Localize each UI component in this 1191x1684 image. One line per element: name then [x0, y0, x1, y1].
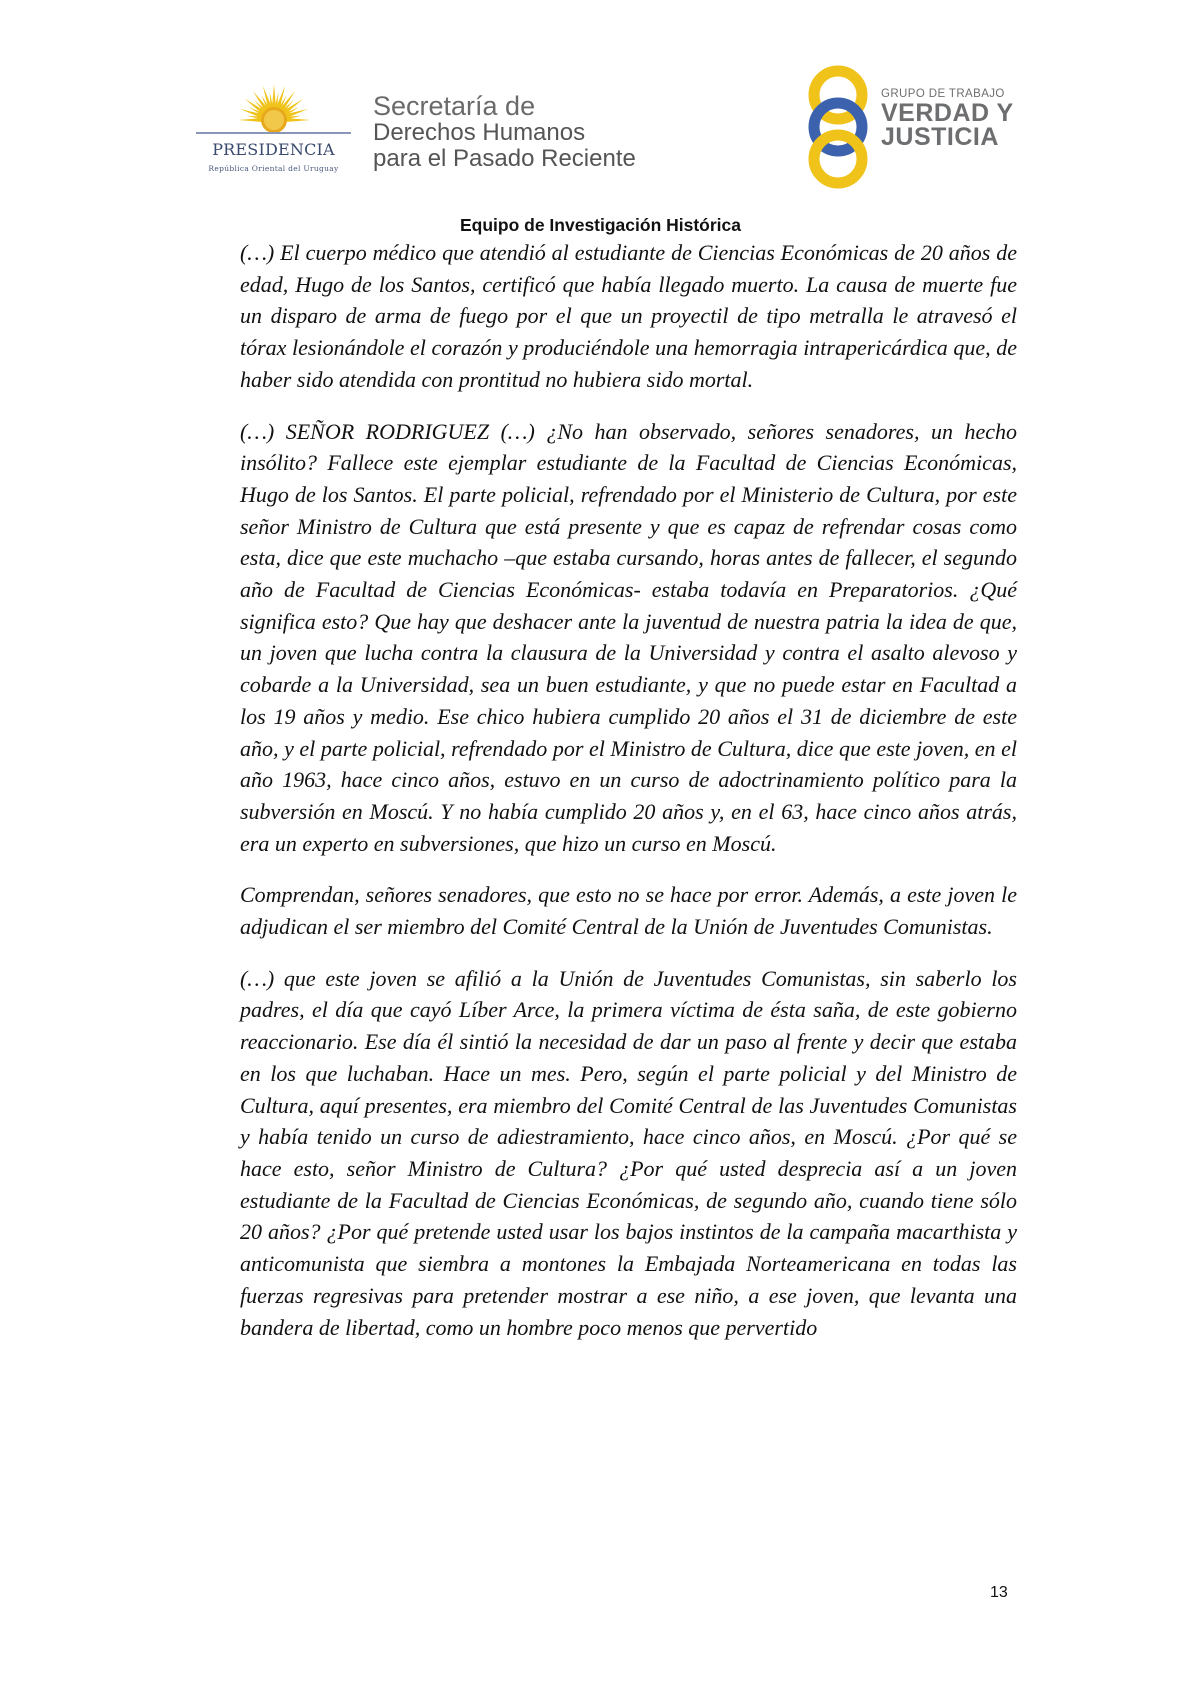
presidencia-logo: [196, 82, 351, 182]
team-title: Equipo de Investigación Histórica: [459, 215, 742, 235]
secretaria-line-2: Derechos Humanos: [373, 119, 586, 146]
linked-rings-icon: [803, 62, 883, 192]
secretaria-title: [373, 93, 636, 172]
grupo-line-3: JUSTICIA: [881, 123, 999, 151]
verdad-justicia-text: [881, 87, 1014, 149]
presidencia-subtitle: República Oriental del Uruguay: [208, 164, 339, 173]
paragraph: (…) que este joven se afilió a la Unión de Juventudes Comunistas, sin saberlo los padres, el día que cayó Líber Arce, la primera víctima de ésta saña, de este gobierno reaccionario. Ese día él sintió la necesidad de dar un paso al frente y decir que estaba en los que luchaban. Hace un mes. Pero, según el parte policial y del Ministro de Cultura, aquí presentes, era miembro del Comité Central de las Juventudes Comunistas y había tenido un curso de adiestramiento, hace cinco años, en Moscú. ¿Por qué se hace esto, señor Ministro de Cultura? ¿Por qué usted desprecia así a un joven estudiante de la Facultad de Ciencias Económicas, de segundo año, cuando tiene sólo 20 años? ¿Por qué pretende usted usar los bajos instintos de la campaña macarthista y anticomunista que siembra a montones la Embajada Norteamericana en todas las fuerzas regresivas para pretender mostrar a ese niño, a ese joven, que levanta una bandera de libertad, como un hombre poco menos que pervertido: [240, 965, 1017, 1340]
secretaria-line-3: para el Pasado Reciente: [373, 145, 636, 172]
grupo-line-1: GRUPO DE TRABAJO: [881, 88, 1005, 100]
paragraph: (…) SEÑOR RODRIGUEZ (…) ¿No han observado, señores senadores, un hecho insólito? Fallece este ejemplar estudiante de la Facultad de Ciencias Económicas, Hugo de los Santos. El parte policial, refrendado por el Ministerio de Cultura, por este señor Ministro de Cultura que está presente y que es capaz de refrendar cosas como esta, dice que este muchacho –que estaba cursando, horas antes de fallecer, el segundo año de Facultad de Ciencias Económicas- estaba todavía en Preparatorios. ¿Qué significa esto? Que hay que deshacer ante la juventud de nuestra patria la idea de que, un joven que lucha contra la clausura de la Universidad y contra el asalto alevoso y cobarde a la Universidad, sea un buen estudiante, y que no puede estar en Facultad a los 19 años y medio. Ese chico hubiera cumplido 20 años el 31 de diciembre de este año, y el parte policial, refrendado por el Ministro de Cultura, dice que este joven, en el año 1963, hace cinco años, estuvo en un curso de adoctrinamiento político para la subversión en Moscú. Y no había cumplido 20 años y, en el 63, hace cinco años atrás, era un experto en subversiones, que hizo un curso en Moscú.: [240, 418, 1017, 856]
document-body: [240, 237, 1017, 1363]
verdad-justicia-logo: [803, 62, 1023, 192]
secretaria-line-1: Secretaría de: [373, 91, 536, 121]
grupo-line-2: VERDAD Y: [881, 99, 1014, 127]
page-header: [0, 0, 1191, 215]
page-number: 13: [990, 1584, 1008, 1601]
sun-icon: [196, 82, 351, 142]
presidencia-name: PRESIDENCIA: [212, 140, 335, 159]
paragraph: Comprendan, señores senadores, que esto no se hace por error. Además, a este joven le adjudican el ser miembro del Comité Central de la Unión de Juventudes Comunistas.: [240, 882, 1017, 940]
paragraph: (…) El cuerpo médico que atendió al estudiante de Ciencias Económicas de 20 años de edad, Hugo de los Santos, certificó que había llegado muerto. La causa de muerte fue un disparo de arma de fuego por el que un proyectil de tipo metralla le atravesó el tórax lesionándole el corazón y produciéndole una hemorragia intrapericárdica que, de haber sido atendida con prontitud no hubiera sido mortal.: [240, 240, 1017, 392]
